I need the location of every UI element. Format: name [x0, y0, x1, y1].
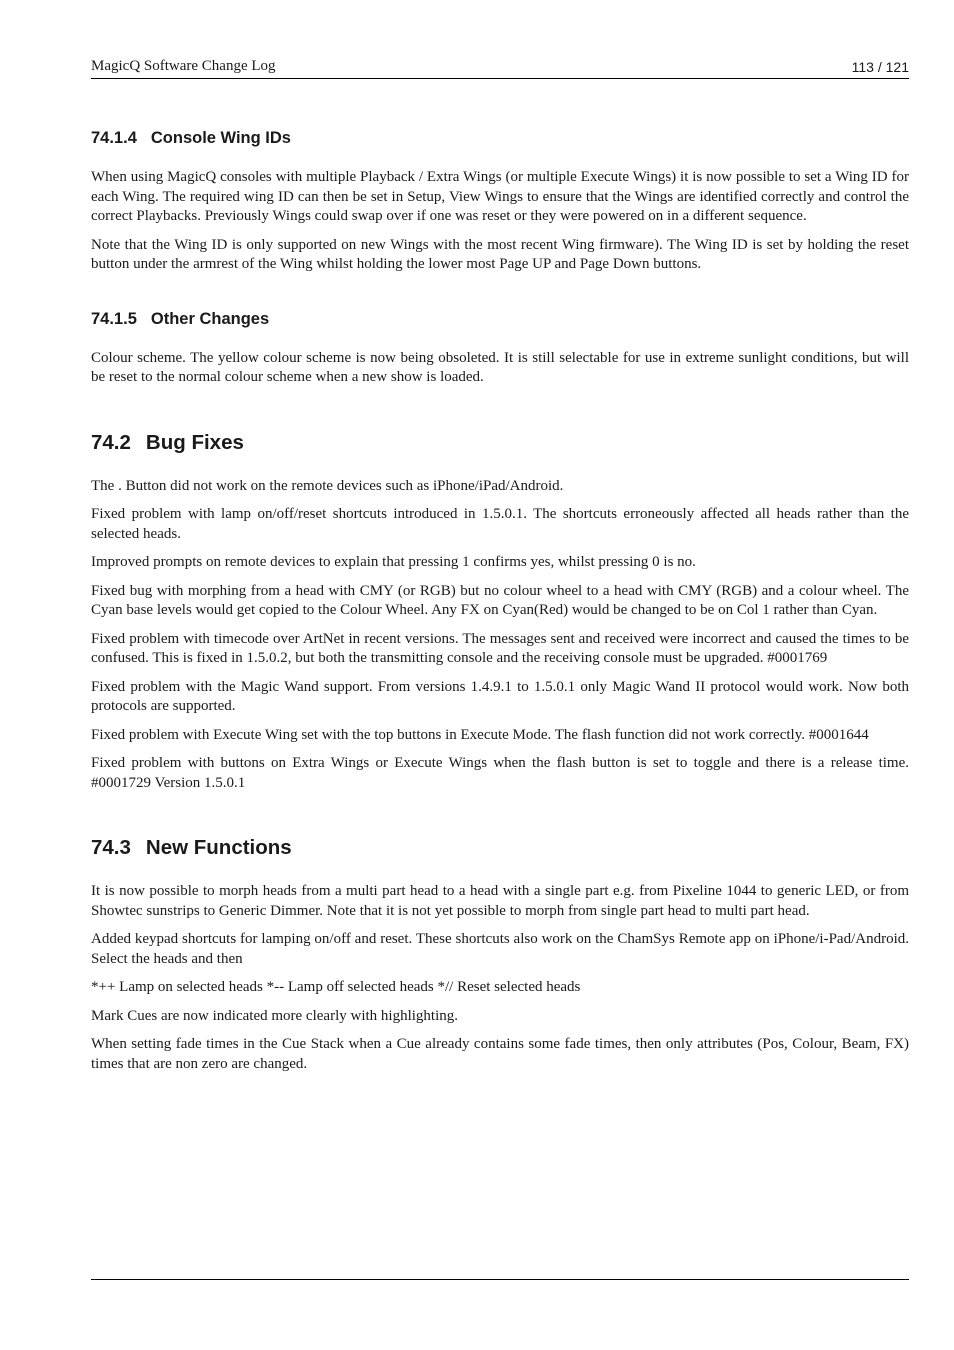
paragraph: Mark Cues are now indicated more clearly with highlighting. — [91, 1007, 458, 1024]
paragraph: Fixed problem with the Magic Wand support. From versions 1.4.9.1 to 1.5.0.1 only Magic Wand II protocol would work. Now both protocols are supported. — [91, 678, 909, 714]
section-heading-bug-fixes — [91, 429, 909, 457]
paragraph: Fixed problem with buttons on Extra Wings or Execute Wings when the flash button is set to toggle and there is a release time. #0001729 Version 1.5.0.1 — [91, 755, 909, 791]
page-number: 113 / 121 — [851, 59, 909, 75]
paragraph: Fixed problem with Execute Wing set with the top buttons in Execute Mode. The flash function did not work correctly. #0001644 — [91, 726, 869, 743]
paragraph: When using MagicQ consoles with multiple Playback / Extra Wings (or multiple Execute Wings) it is now possible to set a Wing ID for each Wing. The required wing ID can then be set in Setup, View Wings to ensure that the Wings are identified correctly and control the correct Playbacks. Previously Wings could swap over if one was reset or they were powered on in a different sequence. — [91, 169, 909, 224]
paragraph: When setting fade times in the Cue Stack when a Cue already contains some fade times, then only attributes (Pos, Colour, Beam, FX) times that are non zero are changed. — [91, 1036, 909, 1072]
section-number: 74.2 — [91, 430, 131, 454]
section-heading-console-wing-ids — [91, 127, 909, 149]
paragraph: Added keypad shortcuts for lamping on/off and reset. These shortcuts also work on the ChamSys Remote app on iPhone/i-Pad/Android. Select the heads and then — [91, 931, 909, 967]
section-title: Console Wing IDs — [150, 129, 291, 147]
section-title: New Functions — [145, 836, 292, 859]
paragraph: Fixed problem with lamp on/off/reset shortcuts introduced in 1.5.0.1. The shortcuts erroneously affected all heads rather than the selected heads. — [91, 506, 909, 542]
running-header — [91, 58, 909, 79]
document-title: MagicQ Software Change Log — [91, 58, 276, 74]
section-title: Other Changes — [150, 309, 270, 328]
section-title: Bug Fixes — [145, 430, 244, 454]
paragraph: Note that the Wing ID is only supported on new Wings with the most recent Wing firmware). The Wing ID is set by holding the reset button under the armrest of the Wing whilst holding the lower most Page UP and Page Down buttons. — [91, 236, 909, 272]
paragraph: *++ Lamp on selected heads *-- Lamp off selected heads *// Reset selected heads — [91, 979, 581, 995]
document-page — [91, 0, 909, 1350]
footer-rule — [91, 1279, 909, 1280]
paragraph: Colour scheme. The yellow colour scheme is now being obsoleted. It is still selectable for use in extreme sunlight conditions, but will be reset to the normal colour scheme when a new show is loaded. — [91, 349, 909, 385]
section-number: 74.1.4 — [91, 129, 137, 147]
section-number: 74.3 — [91, 836, 131, 859]
section-heading-new-functions — [91, 834, 909, 862]
paragraph: Fixed problem with timecode over ArtNet in recent versions. The messages sent and received were incorrect and caused the times to be confused. This is fixed in 1.5.0.2, but both the transmitting console and the receiving console must be upgraded. #0001769 — [91, 630, 909, 666]
section-heading-other-changes — [91, 308, 909, 330]
paragraph: It is now possible to morph heads from a multi part head to a head with a single part e.g. from Pixeline 1044 to generic LED, or from Showtec sunstrips to Generic Dimmer. Note that it is not yet possible to morph from single part head to multi part head. — [91, 883, 909, 919]
paragraph: Improved prompts on remote devices to explain that pressing 1 confirms yes, whilst pressing 0 is no. — [91, 554, 696, 570]
page-content — [91, 127, 909, 1083]
section-number: 74.1.5 — [91, 309, 137, 328]
paragraph: The . Button did not work on the remote devices such as iPhone/iPad/Android. — [91, 477, 564, 494]
paragraph: Fixed bug with morphing from a head with CMY (or RGB) but no colour wheel to a head with CMY (RGB) and a colour wheel. The Cyan base levels would get copied to the Colour Wheel. Any FX on Cyan(Red) would be changed to be on Col 1 rather than Cyan. — [91, 582, 909, 618]
